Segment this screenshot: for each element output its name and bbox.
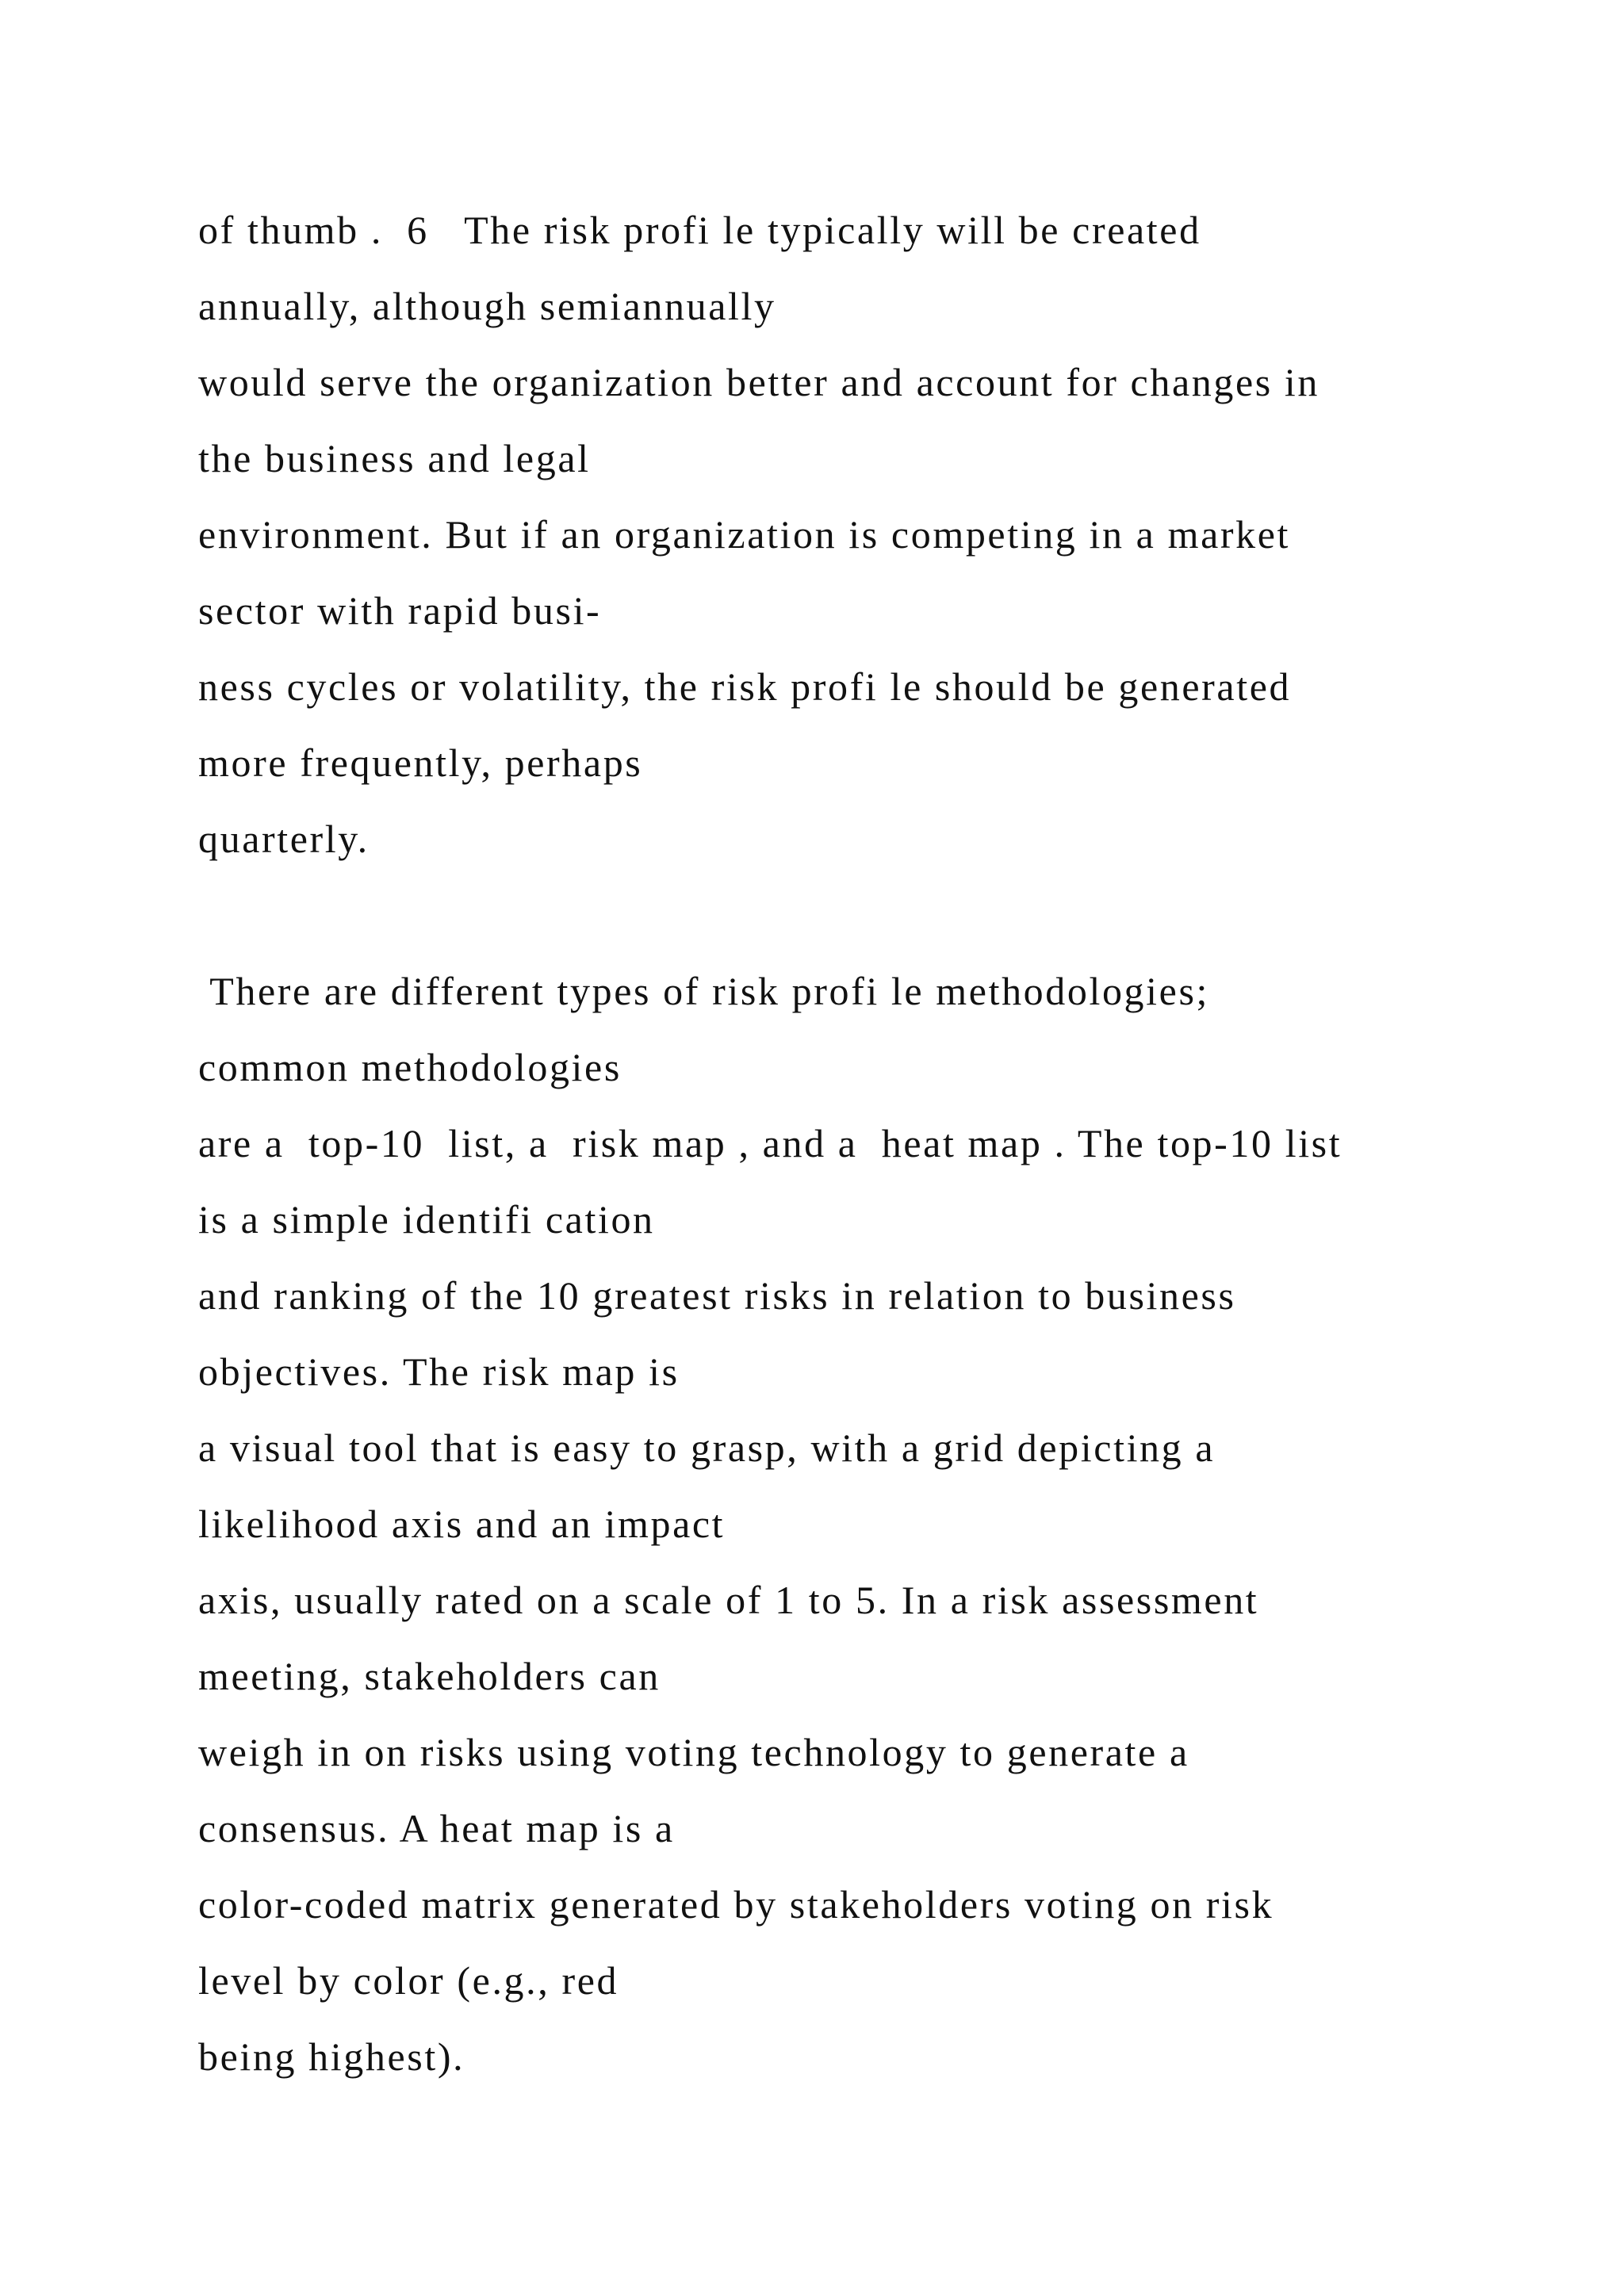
text-line: common methodologies xyxy=(198,1045,622,1089)
text-line: ness cycles or volatility, the risk profi le should be generated xyxy=(198,664,1292,709)
text-line: quarterly. xyxy=(198,817,370,861)
text-line: likelihood axis and an impact xyxy=(198,1502,726,1546)
text-line: level by color (e.g., red xyxy=(198,1958,619,2003)
text-line: There are different types of risk profi le methodologies; xyxy=(198,969,1209,1013)
text-line: objectives. The risk map is xyxy=(198,1349,680,1394)
text-line: annually, although semiannually xyxy=(198,284,776,328)
text-line: and ranking of the 10 greatest risks in relation to business xyxy=(198,1273,1236,1318)
text-line: consensus. A heat map is a xyxy=(198,1806,675,1850)
text-line: axis, usually rated on a scale of 1 to 5. In a risk assessment xyxy=(198,1578,1259,1622)
paragraph xyxy=(198,192,1530,877)
text-line: would serve the organization better and account for changes in xyxy=(198,360,1320,404)
text-line: weigh in on risks using voting technology to generate a xyxy=(198,1730,1189,1774)
text-line: more frequently, perhaps xyxy=(198,740,643,785)
text-line: is a simple identifi cation xyxy=(198,1197,655,1242)
text-line: a visual tool that is easy to grasp, with a grid depicting a xyxy=(198,1425,1216,1470)
text-line: color-coded matrix generated by stakeholders voting on risk xyxy=(198,1882,1274,1927)
paragraph-gap xyxy=(198,877,1530,953)
text-line: being highest). xyxy=(198,2034,465,2079)
text-line: environment. But if an organization is competing in a market xyxy=(198,512,1290,557)
text-line: the business and legal xyxy=(198,436,591,480)
text-line: of thumb . 6 The risk profi le typically will be created xyxy=(198,208,1201,252)
text-line: are a top-10 list, a risk map , and a heat map . The top-10 list xyxy=(198,1121,1342,1165)
document-body xyxy=(198,192,1530,2095)
text-line: sector with rapid busi- xyxy=(198,588,602,633)
paragraph xyxy=(198,953,1530,2095)
text-line: meeting, stakeholders can xyxy=(198,1654,661,1698)
